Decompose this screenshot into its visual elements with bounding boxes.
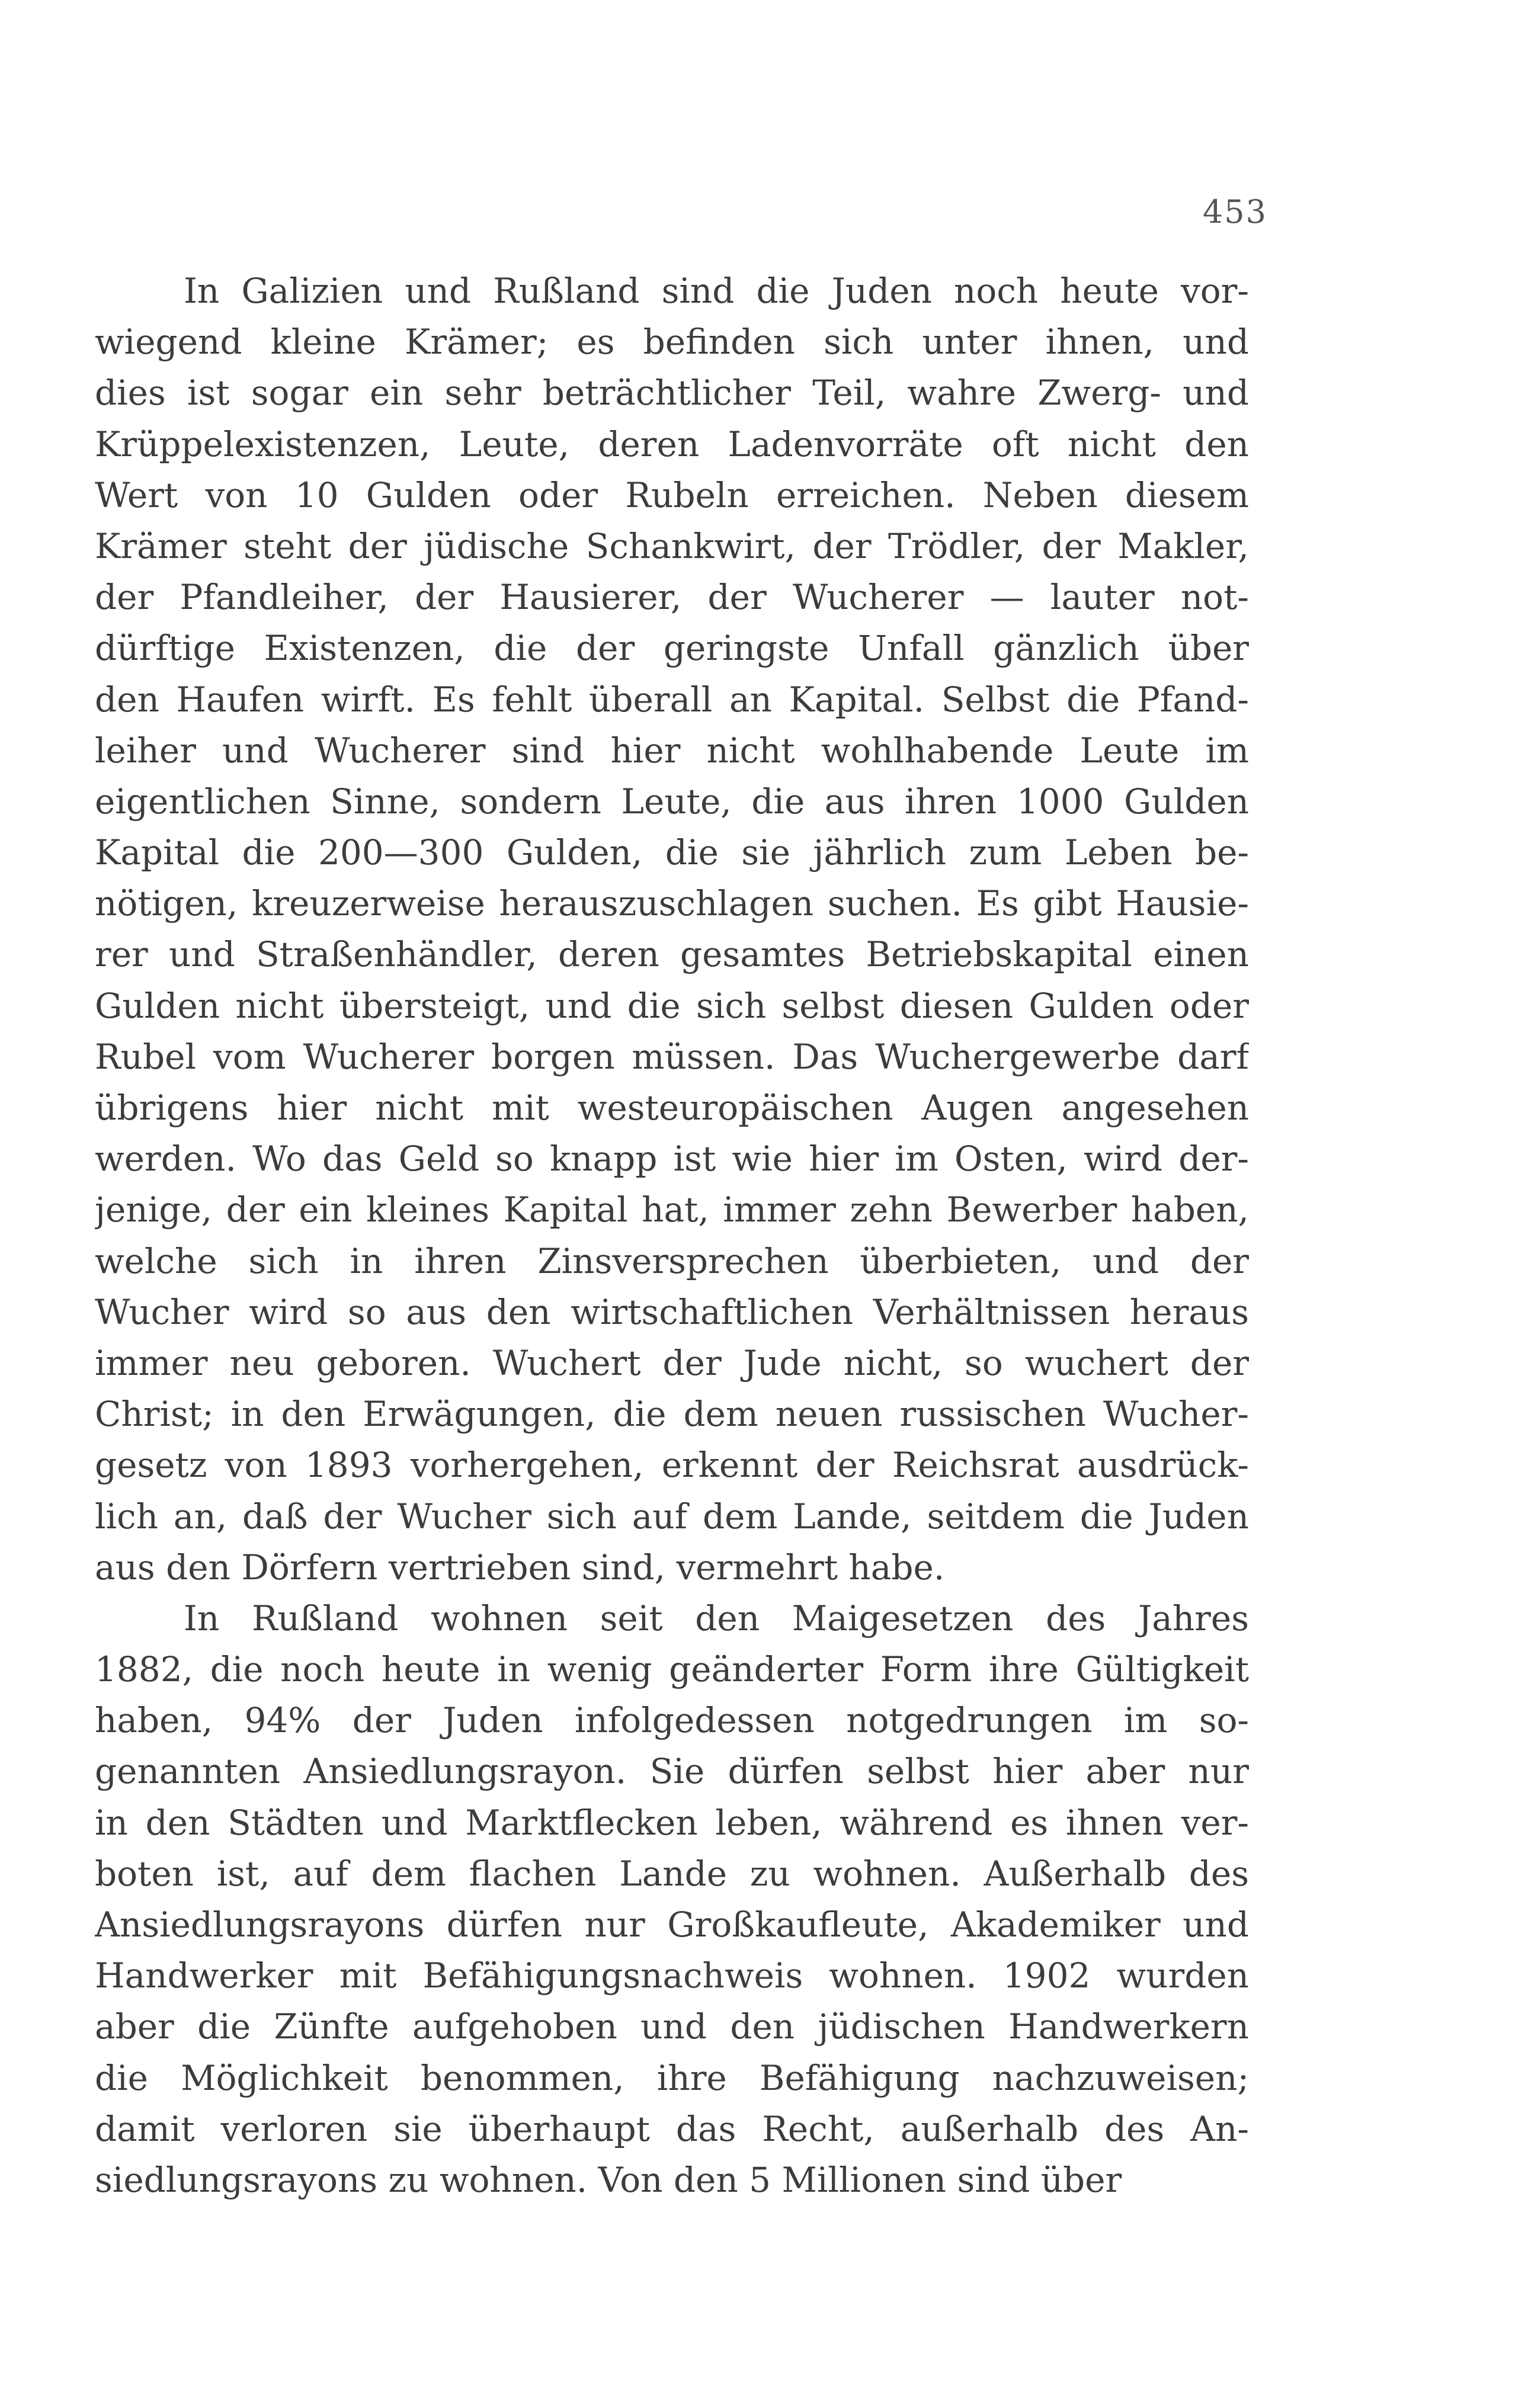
text-line: In Rußland wohnen seit den Maigesetzen des Jahres (184, 1598, 1249, 1639)
text-line: Wert von 10 Gulden oder Rubeln erreichen. Neben diesem (95, 474, 1249, 515)
text-line: lich an, daß der Wucher sich auf dem Lande, seitdem die Juden (95, 1496, 1249, 1537)
text-line: 1882, die noch heute in wenig geänderter Form ihre Gültigkeit (95, 1649, 1249, 1690)
text-line: immer neu geboren. Wuchert der Jude nicht, so wuchert der (95, 1342, 1249, 1383)
text-line: übrigens hier nicht mit westeuropäischen Augen angesehen (95, 1088, 1249, 1128)
text-line: jenige, der ein kleines Kapital hat, immer zehn Bewerber haben, (95, 1189, 1249, 1230)
body-text (95, 265, 1249, 2205)
text-line: Gulden nicht übersteigt, und die sich selbst diesen Gulden oder (95, 985, 1249, 1026)
text-line: gesetz von 1893 vorhergehen, erkennt der Reichsrat ausdrück- (95, 1445, 1249, 1486)
text-line: aber die Zünfte aufgehoben und den jüdischen Handwerkern (95, 2006, 1249, 2047)
paragraph-1 (95, 265, 1249, 1593)
text-line: aus den Dörfern vertrieben sind, vermehrt habe. (95, 1547, 945, 1588)
text-line: Wucher wird so aus den wirtschaftlichen Verhältnissen heraus (95, 1291, 1249, 1332)
text-line: den Haufen wirft. Es fehlt überall an Kapital. Selbst die Pfand- (95, 679, 1249, 720)
text-line: nötigen, kreuzerweise herauszuschlagen suchen. Es gibt Hausie- (95, 883, 1249, 924)
text-line: Ansiedlungsrayons dürfen nur Großkaufleute, Akademiker und (95, 1904, 1249, 1945)
text-line: genannten Ansiedlungsrayon. Sie dürfen selbst hier aber nur (95, 1751, 1249, 1792)
text-line: Krämer steht der jüdische Schankwirt, der Trödler, der Makler, (95, 525, 1249, 566)
text-line: dürftige Existenzen, die der geringste Unfall gänzlich über (95, 628, 1249, 669)
text-line: boten ist, auf dem flachen Lande zu wohnen. Außerhalb des (95, 1853, 1249, 1894)
text-line: wiegend kleine Krämer; es befinden sich unter ihnen, und (95, 322, 1249, 363)
text-line: rer und Straßenhändler, deren gesamtes Betriebskapital einen (95, 934, 1249, 975)
text-line: Kapital die 200—300 Gulden, die sie jährlich zum Leben be- (95, 832, 1249, 873)
paragraph-2 (95, 1593, 1249, 2205)
text-line: welche sich in ihren Zinsversprechen überbieten, und der (95, 1240, 1249, 1281)
text-line: werden. Wo das Geld so knapp ist wie hier im Osten, wird der- (95, 1139, 1249, 1179)
page-number: 453 (1202, 193, 1267, 230)
text-line: eigentlichen Sinne, sondern Leute, die aus ihren 1000 Gulden (95, 781, 1249, 822)
text-line: damit verloren sie überhaupt das Recht, außerhalb des An- (95, 2108, 1249, 2149)
text-line: siedlungsrayons zu wohnen. Von den 5 Millionen sind über (95, 2159, 1122, 2200)
text-line: der Pfandleiher, der Hausierer, der Wucherer — lauter not- (95, 577, 1249, 618)
text-line: haben, 94% der Juden infolgedessen notgedrungen im so- (95, 1700, 1249, 1741)
text-line: Krüppelexistenzen, Leute, deren Ladenvorräte oft nicht den (95, 424, 1249, 464)
text-line: die Möglichkeit benommen, ihre Befähigung nachzuweisen; (95, 2057, 1249, 2098)
text-line: leiher und Wucherer sind hier nicht wohlhabende Leute im (95, 730, 1249, 771)
text-line: In Galizien und Rußland sind die Juden noch heute vor- (184, 271, 1249, 311)
text-line: Handwerker mit Befähigungsnachweis wohnen. 1902 wurden (95, 1955, 1249, 1996)
text-line: dies ist sogar ein sehr beträchtlicher Teil, wahre Zwerg- und (95, 373, 1249, 413)
text-line: Christ; in den Erwägungen, die dem neuen russischen Wucher- (95, 1394, 1249, 1435)
text-line: Rubel vom Wucherer borgen müssen. Das Wuchergewerbe darf (95, 1036, 1249, 1077)
text-line: in den Städten und Marktflecken leben, während es ihnen ver- (95, 1802, 1249, 1843)
